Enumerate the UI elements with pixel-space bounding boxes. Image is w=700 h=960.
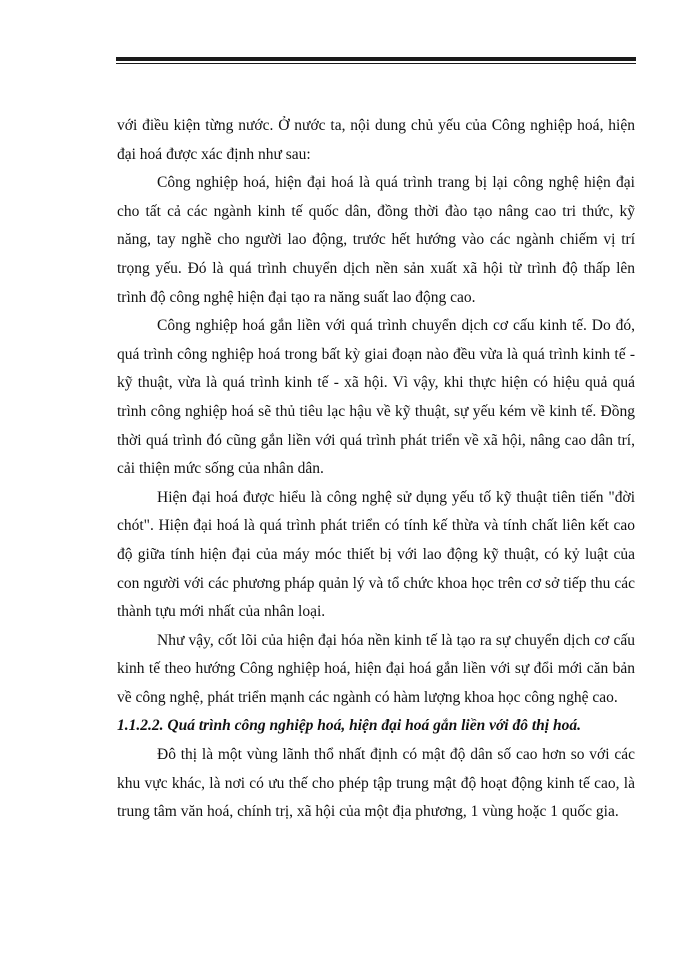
paragraph-structural-shift: Công nghiệp hoá gắn liền với quá trình chuyển dịch cơ cấu kinh tế. Do đó, quá trình công nghiệp hoá trong bất kỳ giai đoạn nào đều vừa là quá trình kinh tế - kỹ thuật, vừa là quá trình kinh tế - xã hội. Vì vậy, khi thực hiện có hiệu quả quá trình công nghiệp hoá sẽ thủ tiêu lạc hậu về kỹ thuật, sự yếu kém về kinh tế. Đồng thời quá trình đó cũng gắn liền với quá trình phát triển về xã hội, nâng cao dân trí, cải thiện mức sống của nhân dân.: [117, 317, 635, 478]
document-body: [117, 112, 635, 827]
header-rule-thick: [116, 57, 636, 61]
header-rule-thin: [116, 63, 636, 64]
paragraph-summary: Như vậy, cốt lõi của hiện đại hóa nền kinh tế là tạo ra sự chuyển dịch cơ cấu kinh tế theo hướng Công nghiệp hoá, hiện đại hoá gắn liền với sự đổi mới căn bản về công nghệ, phát triển mạnh các ngành có hàm lượng khoa học công nghệ cao.: [117, 631, 635, 706]
header-double-rule: [116, 57, 636, 65]
paragraph-definition: Công nghiệp hoá, hiện đại hoá là quá trình trang bị lại công nghệ hiện đại cho tất cả các ngành kinh tế quốc dân, đồng thời đào tạo nâng cao tri thức, kỹ năng, tay nghề cho người lao động, trước hết hướng vào các ngành chiếm vị trí trọng yếu. Đó là quá trình chuyển dịch nền sản xuất xã hội từ trình độ thấp lên trình độ công nghệ hiện đại tạo ra năng suất lao động cao.: [117, 174, 635, 306]
paragraph-continuation: với điều kiện từng nước. Ở nước ta, nội dung chủ yếu của Công nghiệp hoá, hiện đại hoá được xác định như sau:: [117, 117, 635, 163]
paragraph-urban: Đô thị là một vùng lãnh thổ nhất định có mật độ dân số cao hơn so với các khu vực khác, là nơi có ưu thế cho phép tập trung mật độ hoạt động kinh tế cao, là trung tâm văn hoá, chính trị, xã hội của một địa phương, 1 vùng hoặc 1 quốc gia.: [117, 746, 635, 821]
section-heading: 1.1.2.2. Quá trình công nghiệp hoá, hiện đại hoá gắn liền với đô thị hoá.: [117, 717, 581, 735]
paragraph-modernization: Hiện đại hoá được hiểu là công nghệ sử dụng yếu tố kỹ thuật tiên tiến "đời chót". Hiện đại hoá là quá trình phát triển có tính kế thừa và tính chất liên kết cao độ giữa tính hiện đại của máy móc thiết bị với lao động kỹ thuật, có kỷ luật của con người với các phương pháp quản lý và tổ chức khoa học trên cơ sở tiếp thu các thành tựu mới nhất của nhân loại.: [117, 488, 635, 621]
